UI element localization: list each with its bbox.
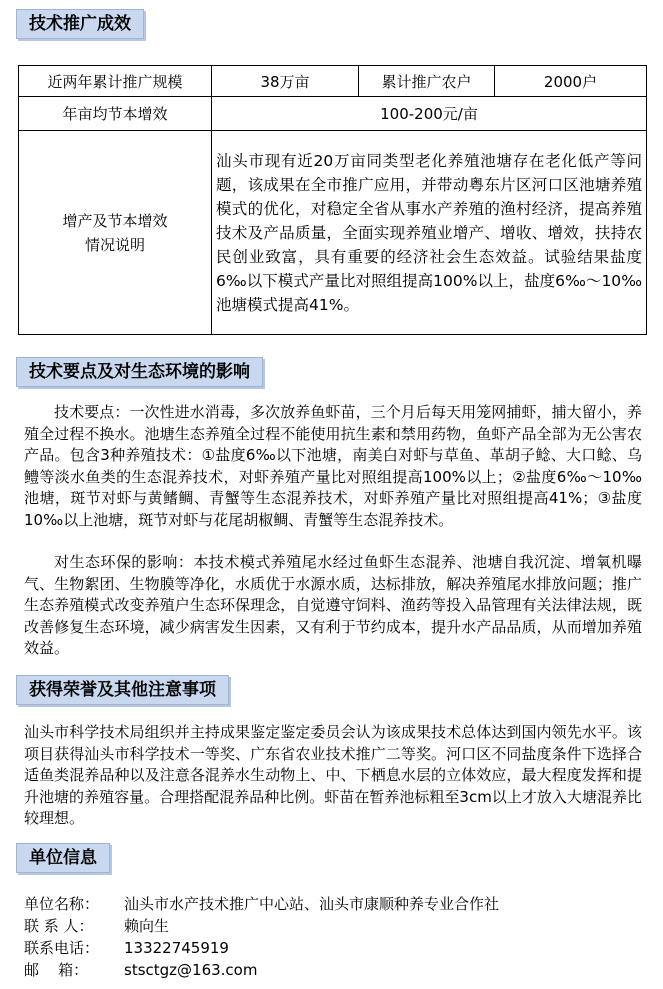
- farmers-label: 累计推广农户: [359, 66, 495, 97]
- description-text: 汕头市现有近20万亩同类型老化养殖池塘存在老化低产等问题，该成果在全市推广应用，并带动粤东片区河口区池塘养殖模式的优化，对稳定全省从事水产养殖的渔村经济，提高养殖技术及产品质量，全面实现养殖业增产、增收、增效，扶持农民创业致富，具有重要的经济社会生态效益。试验结果盐度6‰以下模式产量比对照组提高100%以上，盐度6‰～10‰池塘模式提高41%。: [212, 131, 647, 335]
- section-title-promotion: 技术推广成效: [16, 9, 144, 39]
- section-title-tech-points: 技术要点及对生态环境的影响: [16, 357, 263, 387]
- phone-row: [24, 937, 499, 959]
- email-label: 邮 箱：: [24, 961, 89, 979]
- email-value[interactable]: stsctgz@163.com: [124, 961, 258, 979]
- contact-label: 联 系 人：: [24, 917, 94, 935]
- unit-info: [24, 893, 499, 981]
- eco-impact-paragraph: 对生态环保的影响：本技术模式养殖尾水经过鱼虾生态混养、池塘自我沉淀、增氧机曝气、生物絮团、生物膜等净化，水质优于水源水质，达标排放，解决养殖尾水排放问题；推广生态养殖模式改变养殖户生态环保理念，自觉遵守饲料、渔药等投入品管理有关法律法规，既改善修复生态环境，减少病害发生因素，又有利于节约成本，提升水产品品质，从而增加养殖效益。: [24, 553, 642, 657]
- promotion-table: [18, 65, 647, 335]
- honors-paragraph: 汕头市科学技术局组织并主持成果鉴定鉴定委员会认为该成果技术总体达到国内领先水平。该项目获得汕头市科学技术一等奖、广东省农业技术推广二等奖。河口区不同盐度条件下选择合适鱼类混养品种以及注意各混养水生动物上、中、下栖息水层的立体效应，最大程度发挥和提升池塘的养殖容量。合理搭配混养品种比例。虾苗在暂养池标粗至3cm以上才放入大塘混养比较理想。: [24, 723, 642, 827]
- section-title-honors: 获得荣誉及其他注意事项: [16, 675, 229, 705]
- benefit-value: 100-200元/亩: [212, 97, 647, 131]
- contact-row: [24, 915, 499, 937]
- table-row: [19, 66, 647, 97]
- description-label: [19, 131, 212, 335]
- description-label-line1: 增产及节本增效: [62, 211, 168, 230]
- phone-label: 联系电话：: [24, 939, 100, 957]
- contact-value: 赖向生: [124, 917, 170, 935]
- phone-value: 13322745919: [124, 939, 229, 957]
- unit-name-row: [24, 893, 499, 915]
- scale-label: 近两年累计推广规模: [19, 66, 212, 97]
- table-row: [19, 97, 647, 131]
- unit-name-value: 汕头市水产技术推广中心站、汕头市康顺种养专业合作社: [124, 895, 500, 913]
- section-title-unit: 单位信息: [16, 843, 110, 873]
- tech-points-paragraph: 技术要点：一次性进水消毒，多次放养鱼虾苗，三个月后每天用笼网捕虾，捕大留小，养殖全过程不换水。池塘生态养殖全过程不能使用抗生素和禁用药物，鱼虾产品全部为无公害农产品。包含3种养殖技术：①盐度6‰以下池塘，南美白对虾与草鱼、革胡子鲶、大口鲶、乌鳢等淡水鱼类的生态混养技术，对虾养殖产量比对照组提高100%以上；②盐度6‰～10‰池塘，斑节对虾与黄鳍鲷、青蟹等生态混养技术，对虾养殖产量比对照组提高41%；③盐度10‰以上池塘，斑节对虾与花尾胡椒鲷、青蟹等生态混养技术。: [24, 403, 642, 529]
- farmers-value: 2000户: [495, 66, 647, 97]
- scale-value: 38万亩: [212, 66, 359, 97]
- description-label-line2: 情况说明: [84, 235, 145, 254]
- benefit-label: 年亩均节本增效: [19, 97, 212, 131]
- unit-name-label: 单位名称：: [24, 895, 100, 913]
- email-row: [24, 959, 499, 981]
- table-row: [19, 131, 647, 335]
